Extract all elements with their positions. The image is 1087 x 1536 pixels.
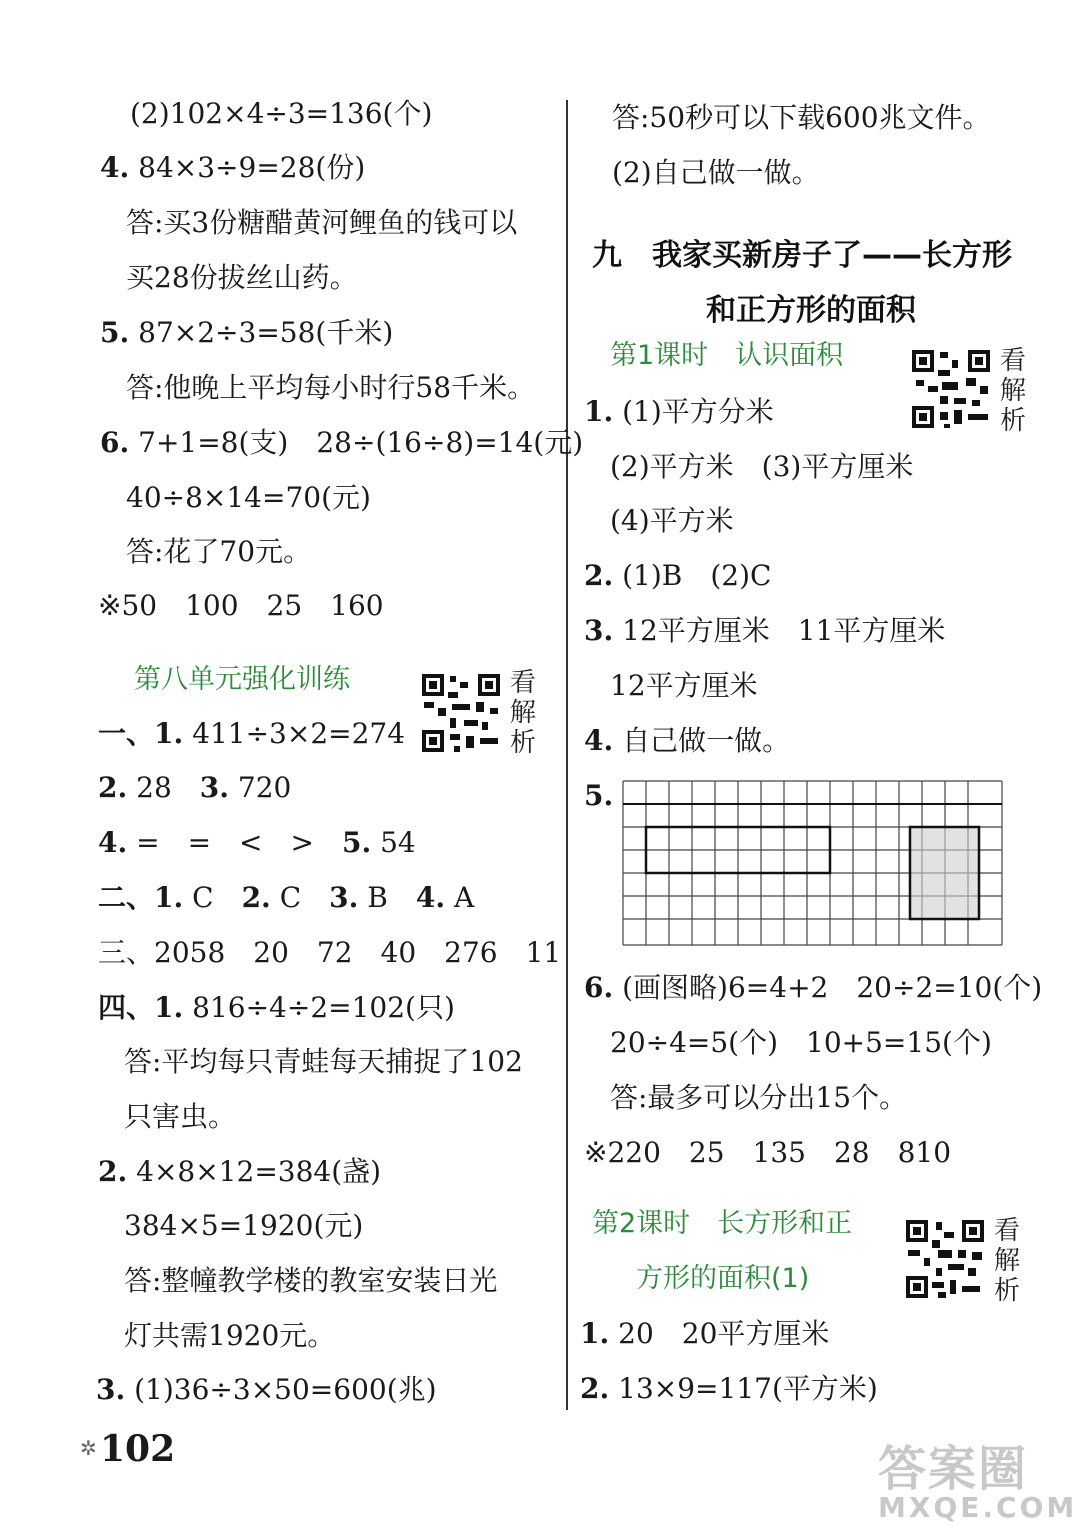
answer-line: 2. 28 3. 720 bbox=[98, 771, 292, 804]
answer-line: 答:最多可以分出15个。 bbox=[610, 1081, 908, 1114]
qr-label: 看 解 析 bbox=[993, 1216, 1020, 1306]
answer-line: 6. (画图略)6=4+2 20÷2=10(个) bbox=[584, 971, 1043, 1004]
answer-line: 答:花了70元。 bbox=[126, 535, 312, 568]
answer-line: 5. 87×2÷3=58(千米) bbox=[100, 316, 394, 349]
watermark: 答案圈 MXQE.COM bbox=[878, 1441, 1078, 1524]
qr-code-icon[interactable] bbox=[420, 672, 502, 754]
qr-code-icon[interactable] bbox=[904, 1218, 986, 1300]
qr-code-icon[interactable] bbox=[910, 348, 992, 430]
answer-line: 2. (1)B (2)C bbox=[584, 559, 772, 592]
answer-line: (2)平方米 (3)平方厘米 bbox=[610, 450, 914, 483]
chapter-title: 九 我家买新房子了——长方形 bbox=[592, 238, 1012, 273]
answer-line: (2)102×4÷3=136(个) bbox=[130, 97, 433, 130]
answer-line: 3. (1)36÷3×50=600(兆) bbox=[96, 1373, 437, 1406]
answer-line: 2. 13×9=117(平方米) bbox=[580, 1372, 878, 1405]
answer-line: ※50 100 25 160 bbox=[98, 589, 384, 622]
answer-line: 三、2058 20 72 40 276 11 bbox=[98, 936, 562, 969]
answer-line: 5. bbox=[584, 779, 614, 812]
answer-line: 1. 20 20平方厘米 bbox=[580, 1317, 830, 1350]
section-heading: 第八单元强化训练 bbox=[134, 664, 350, 695]
answer-line: 40÷8×14=70(元) bbox=[126, 481, 371, 514]
answer-line: 一、1. 411÷3×2=274 bbox=[98, 717, 406, 750]
answer-line: 2. 4×8×12=384(盏) bbox=[98, 1155, 382, 1188]
chapter-title: 和正方形的面积 bbox=[706, 293, 916, 328]
answer-line: 答:整幢教学楼的教室安装日光 bbox=[124, 1264, 498, 1297]
answer-line: 答:平均每只青蛙每天捕捉了102 bbox=[124, 1045, 523, 1078]
answer-line: 6. 7+1=8(支) 28÷(16÷8)=14(元) bbox=[100, 426, 584, 459]
answer-line: 答:50秒可以下载600兆文件。 bbox=[612, 101, 991, 134]
answer-line: 3. 12平方厘米 11平方厘米 bbox=[584, 614, 946, 647]
answer-line: ※220 25 135 28 810 bbox=[584, 1136, 952, 1169]
answer-line: 答:他晚上平均每小时行58千米。 bbox=[126, 371, 536, 404]
answer-line: 4. 自己做一做。 bbox=[584, 724, 791, 757]
lesson-heading: 第1课时 认识面积 bbox=[610, 340, 844, 371]
page-number: 102 bbox=[100, 1428, 176, 1470]
answer-line: 买28份拔丝山药。 bbox=[126, 261, 358, 294]
star-decoration-icon: ✲ bbox=[80, 1436, 97, 1460]
lesson-heading: 第2课时 长方形和正 bbox=[592, 1208, 853, 1239]
answer-line: 灯共需1920元。 bbox=[124, 1319, 336, 1352]
area-grid-figure bbox=[622, 780, 1006, 948]
column-divider bbox=[566, 100, 568, 1410]
answer-line: 答:买3份糖醋黄河鲤鱼的钱可以 bbox=[126, 206, 518, 239]
answer-line: 只害虫。 bbox=[124, 1100, 237, 1133]
answer-line: (4)平方米 bbox=[610, 504, 734, 537]
answer-line: 1. (1)平方分米 bbox=[584, 395, 774, 428]
lesson-heading: 方形的面积(1) bbox=[636, 1263, 810, 1294]
answer-line: 4. 84×3÷9=28(份) bbox=[100, 151, 366, 184]
answer-line: 四、1. 816÷4÷2=102(只) bbox=[98, 991, 455, 1024]
answer-line: 20÷4=5(个) 10+5=15(个) bbox=[610, 1026, 992, 1059]
qr-label: 看 解 析 bbox=[999, 346, 1026, 436]
answer-line: (2)自己做一做。 bbox=[612, 156, 820, 189]
answer-line: 4. = = < > 5. 54 bbox=[98, 826, 416, 859]
answer-line: 384×5=1920(元) bbox=[124, 1209, 364, 1242]
qr-label: 看 解 析 bbox=[509, 668, 536, 758]
answer-line: 12平方厘米 bbox=[610, 669, 758, 702]
answer-line: 二、1. C 2. C 3. B 4. A bbox=[98, 881, 475, 914]
